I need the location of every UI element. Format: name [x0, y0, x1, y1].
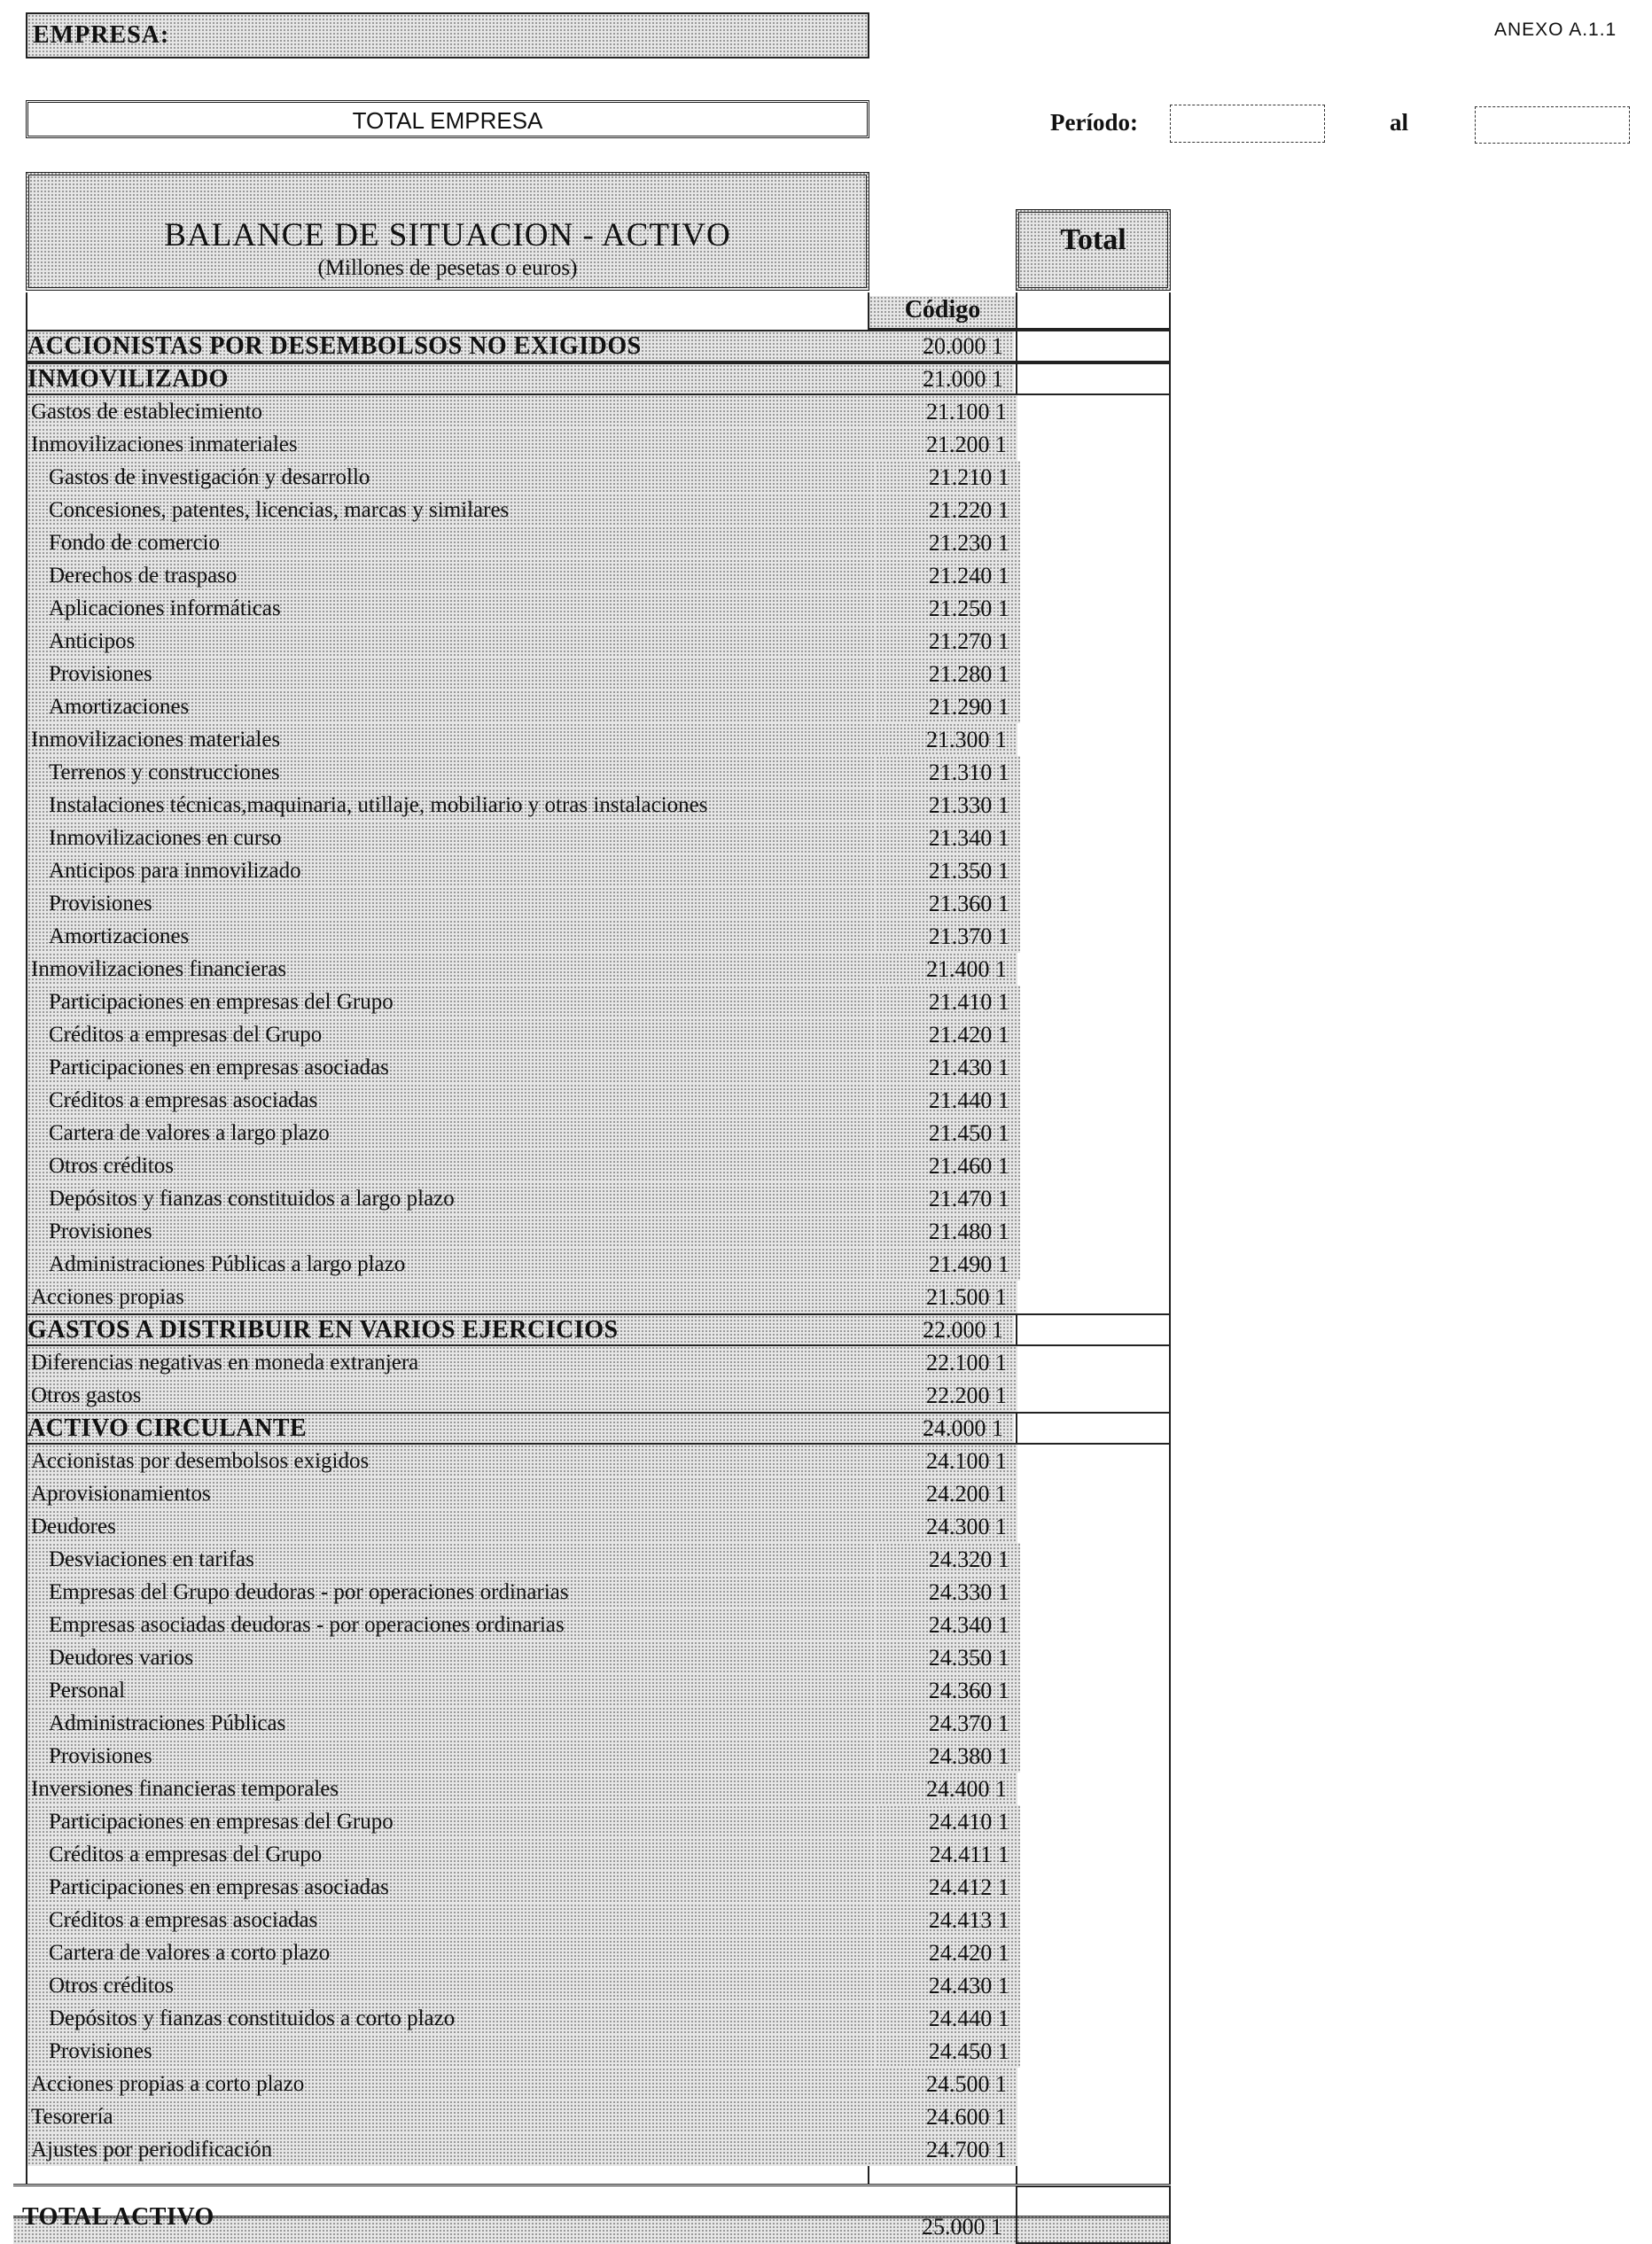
row-code: 20.000 1 [868, 331, 1014, 361]
row-code: 24.412 1 [876, 1871, 1020, 1904]
balance-rows [27, 330, 1171, 2166]
table-row [27, 1871, 1171, 1904]
row-label: Personal [27, 1674, 876, 1707]
row-code: 24.413 1 [876, 1904, 1020, 1936]
row-total-cell[interactable] [1020, 1805, 1171, 1838]
balance-title-box [26, 172, 869, 291]
row-total-cell[interactable] [1017, 1510, 1171, 1543]
row-total-cell[interactable] [1014, 331, 1167, 361]
row-label: Ajustes por periodificación [27, 2133, 871, 2166]
row-label: Participaciones en empresas del Grupo [27, 1805, 876, 1838]
row-code: 21.490 1 [876, 1248, 1020, 1281]
row-total-cell[interactable] [1020, 1871, 1171, 1904]
row-total-cell[interactable] [1017, 2100, 1171, 2133]
balance-subtitle: (Millones de pesetas o euros) [317, 256, 578, 280]
row-code: 21.300 1 [871, 723, 1017, 756]
row-code: 24.330 1 [876, 1576, 1020, 1609]
table-row [27, 1838, 1171, 1871]
row-label: Depósitos y fianzas constituidos a largo plazo [27, 1182, 876, 1215]
row-code: 21.000 1 [868, 364, 1014, 393]
row-total-cell[interactable] [1020, 1707, 1171, 1740]
table-row [27, 1904, 1171, 1936]
row-total-cell[interactable] [1017, 1379, 1171, 1412]
row-total-cell[interactable] [1020, 1248, 1171, 1281]
row-label: Otros gastos [27, 1379, 871, 1412]
row-total-cell[interactable] [1020, 1969, 1171, 2002]
row-label: Cartera de valores a corto plazo [27, 1936, 876, 1969]
row-label: Acciones propias [27, 1281, 871, 1313]
row-total-cell[interactable] [1017, 2133, 1171, 2166]
row-code: 21.470 1 [876, 1182, 1020, 1215]
row-total-cell[interactable] [1020, 887, 1171, 920]
row-label: Deudores [27, 1510, 871, 1543]
table-row [27, 2100, 1171, 2133]
row-code: 21.280 1 [876, 658, 1020, 690]
row-label: Participaciones en empresas del Grupo [27, 986, 876, 1018]
row-total-cell[interactable] [1020, 461, 1171, 494]
table-row [27, 1740, 1171, 1773]
table-row [27, 461, 1171, 494]
row-code: 21.200 1 [871, 428, 1017, 461]
table-row [27, 920, 1171, 953]
row-total-cell[interactable] [1020, 822, 1171, 854]
periodo-label: Período: [1050, 109, 1138, 136]
anexo-label: ANEXO A.1.1 [1494, 19, 1617, 40]
row-code: 24.300 1 [871, 1510, 1017, 1543]
row-total-cell[interactable] [1017, 1773, 1171, 1805]
table-row [27, 953, 1171, 986]
table-row [27, 1051, 1171, 1084]
row-label: ACCIONISTAS POR DESEMBOLSOS NO EXIGIDOS [27, 331, 868, 361]
row-label: Deudores varios [27, 1641, 876, 1674]
row-code: 21.350 1 [876, 854, 1020, 887]
row-label: Tesorería [27, 2100, 871, 2133]
row-code: 21.410 1 [876, 986, 1020, 1018]
row-label: Inversiones financieras temporales [27, 1773, 871, 1805]
table-row [27, 1543, 1171, 1576]
row-total-cell[interactable] [1020, 854, 1171, 887]
row-total-cell[interactable] [1017, 723, 1171, 756]
table-row [27, 526, 1171, 559]
table-row [27, 1674, 1171, 1707]
row-label: Diferencias negativas en moneda extranjera [27, 1346, 871, 1379]
row-total-cell[interactable] [1020, 1838, 1171, 1871]
total-activo-code: 25.000 1 [922, 2214, 1002, 2240]
table-row [27, 1248, 1171, 1281]
row-code: 21.500 1 [871, 1281, 1017, 1313]
table-row [27, 1445, 1171, 1477]
row-total-cell[interactable] [1017, 2068, 1171, 2100]
row-label: Inmovilizaciones en curso [27, 822, 876, 854]
row-code: 21.450 1 [876, 1117, 1020, 1149]
row-label: Administraciones Públicas a largo plazo [27, 1248, 876, 1281]
codigo-column-header: Código [869, 296, 1016, 328]
row-code: 21.430 1 [876, 1051, 1020, 1084]
row-label: Anticipos [27, 625, 876, 658]
row-label: Créditos a empresas asociadas [27, 1904, 876, 1936]
row-label: Provisiones [27, 1215, 876, 1248]
table-row [27, 1313, 1171, 1346]
table-row [27, 559, 1171, 592]
row-total-cell[interactable] [1020, 1740, 1171, 1773]
balance-title: BALANCE DE SITUACION - ACTIVO [164, 217, 731, 253]
table-row [27, 592, 1171, 625]
row-code: 24.700 1 [871, 2133, 1017, 2166]
table-row [27, 2068, 1171, 2100]
table-row [27, 494, 1171, 526]
table-row [27, 1609, 1171, 1641]
table-row [27, 2035, 1171, 2068]
row-code: 24.380 1 [876, 1740, 1020, 1773]
table-row [27, 2133, 1171, 2166]
row-total-cell[interactable] [1017, 395, 1171, 428]
row-code: 21.290 1 [876, 690, 1020, 723]
periodo-from-input[interactable] [1170, 105, 1325, 143]
row-label: Otros créditos [27, 1149, 876, 1182]
row-total-cell[interactable] [1020, 526, 1171, 559]
row-total-cell[interactable] [1017, 1445, 1171, 1477]
table-row [27, 1773, 1171, 1805]
row-code: 24.320 1 [876, 1543, 1020, 1576]
row-label: Inmovilizaciones inmateriales [27, 428, 871, 461]
row-code: 21.230 1 [876, 526, 1020, 559]
row-total-cell[interactable] [1020, 1543, 1171, 1576]
table-row [27, 723, 1171, 756]
row-label: Créditos a empresas del Grupo [27, 1018, 876, 1051]
table-row [27, 1018, 1171, 1051]
row-label: Concesiones, patentes, licencias, marcas y similares [27, 494, 876, 526]
table-row [27, 822, 1171, 854]
row-total-cell[interactable] [1020, 986, 1171, 1018]
table-row [27, 1379, 1171, 1412]
row-total-cell[interactable] [1020, 1674, 1171, 1707]
row-label: Inmovilizaciones materiales [27, 723, 871, 756]
table-row [27, 1707, 1171, 1740]
row-code: 24.411 1 [876, 1838, 1020, 1871]
table-row [27, 1510, 1171, 1543]
total-empresa-title: TOTAL EMPRESA [26, 100, 869, 138]
table-row [27, 854, 1171, 887]
table-row [27, 1477, 1171, 1510]
row-label: Gastos de investigación y desarrollo [27, 461, 876, 494]
row-code: 24.360 1 [876, 1674, 1020, 1707]
row-code: 24.600 1 [871, 2100, 1017, 2133]
row-total-cell[interactable] [1017, 428, 1171, 461]
row-code: 24.200 1 [871, 1477, 1017, 1510]
row-label: Amortizaciones [27, 690, 876, 723]
row-total-cell[interactable] [1020, 1182, 1171, 1215]
row-total-cell[interactable] [1020, 1215, 1171, 1248]
periodo-to-input[interactable] [1475, 106, 1630, 144]
row-total-cell[interactable] [1020, 920, 1171, 953]
row-label: Cartera de valores a largo plazo [27, 1117, 876, 1149]
row-total-cell[interactable] [1020, 559, 1171, 592]
row-code: 22.100 1 [871, 1346, 1017, 1379]
table-row [27, 658, 1171, 690]
row-total-cell[interactable] [1020, 1904, 1171, 1936]
row-label: Aplicaciones informáticas [27, 592, 876, 625]
row-code: 21.440 1 [876, 1084, 1020, 1117]
row-label: Provisiones [27, 2035, 876, 2068]
table-row [27, 986, 1171, 1018]
row-total-cell[interactable] [1014, 364, 1167, 393]
row-total-cell[interactable] [1020, 1018, 1171, 1051]
row-total-cell[interactable] [1020, 1641, 1171, 1674]
row-code: 24.440 1 [876, 2002, 1020, 2035]
table-row [27, 690, 1171, 723]
row-total-cell[interactable] [1020, 625, 1171, 658]
row-code: 24.370 1 [876, 1707, 1020, 1740]
row-code: 24.500 1 [871, 2068, 1017, 2100]
total-column-header: Total [1016, 209, 1171, 291]
row-label: Inmovilizaciones financieras [27, 953, 871, 986]
row-code: 21.480 1 [876, 1215, 1020, 1248]
row-label: Créditos a empresas del Grupo [27, 1838, 876, 1871]
row-code: 21.100 1 [871, 395, 1017, 428]
row-total-cell[interactable] [1020, 789, 1171, 822]
row-label: Otros créditos [27, 1969, 876, 2002]
empresa-label: EMPRESA: [33, 21, 170, 49]
table-row [27, 1084, 1171, 1117]
table-row [27, 395, 1171, 428]
row-code: 24.450 1 [876, 2035, 1020, 2068]
row-total-cell[interactable] [1020, 690, 1171, 723]
row-label: Amortizaciones [27, 920, 876, 953]
table-row [27, 2002, 1171, 2035]
row-total-cell[interactable] [1017, 1477, 1171, 1510]
table-row [27, 1412, 1171, 1445]
table-row [27, 1281, 1171, 1313]
row-label: Anticipos para inmovilizado [27, 854, 876, 887]
table-row [27, 1182, 1171, 1215]
row-code: 21.360 1 [876, 887, 1020, 920]
row-label: Instalaciones técnicas,maquinaria, utillaje, mobiliario y otras instalaciones [27, 789, 876, 822]
row-code: 24.410 1 [876, 1805, 1020, 1838]
row-code: 21.370 1 [876, 920, 1020, 953]
row-total-cell[interactable] [1014, 1414, 1167, 1443]
row-code: 24.430 1 [876, 1969, 1020, 2002]
row-label: ACTIVO CIRCULANTE [27, 1414, 868, 1443]
row-code: 24.420 1 [876, 1936, 1020, 1969]
row-code: 21.220 1 [876, 494, 1020, 526]
row-code: 21.420 1 [876, 1018, 1020, 1051]
row-code: 24.000 1 [868, 1414, 1014, 1443]
row-label: Fondo de comercio [27, 526, 876, 559]
row-code: 22.000 1 [868, 1315, 1014, 1344]
table-row [27, 428, 1171, 461]
row-label: Participaciones en empresas asociadas [27, 1871, 876, 1904]
table-row [27, 887, 1171, 920]
row-label: Empresas asociadas deudoras - por operaciones ordinarias [27, 1609, 876, 1641]
row-total-cell[interactable] [1020, 2035, 1171, 2068]
row-label: Acciones propias a corto plazo [27, 2068, 871, 2100]
row-label: Provisiones [27, 658, 876, 690]
row-label: Empresas del Grupo deudoras - por operaciones ordinarias [27, 1576, 876, 1609]
row-label: Aprovisionamientos [27, 1477, 871, 1510]
row-label: Depósitos y fianzas constituidos a corto plazo [27, 2002, 876, 2035]
total-activo-value-cell[interactable] [1016, 2186, 1171, 2244]
row-label: Participaciones en empresas asociadas [27, 1051, 876, 1084]
row-label: Administraciones Públicas [27, 1707, 876, 1740]
row-label: Gastos de establecimiento [27, 395, 871, 428]
row-label: INMOVILIZADO [27, 364, 868, 393]
row-code: 21.340 1 [876, 822, 1020, 854]
row-total-cell[interactable] [1020, 658, 1171, 690]
row-total-cell[interactable] [1014, 1315, 1167, 1344]
table-row [27, 1936, 1171, 1969]
row-code: 22.200 1 [871, 1379, 1017, 1412]
row-code: 21.240 1 [876, 559, 1020, 592]
row-total-cell[interactable] [1020, 1936, 1171, 1969]
table-row [27, 330, 1171, 362]
row-code: 21.210 1 [876, 461, 1020, 494]
al-label: al [1390, 109, 1409, 136]
row-total-cell[interactable] [1020, 1117, 1171, 1149]
row-code: 24.400 1 [871, 1773, 1017, 1805]
table-row [27, 1969, 1171, 2002]
row-label: Provisiones [27, 1740, 876, 1773]
row-total-cell[interactable] [1020, 494, 1171, 526]
row-total-cell[interactable] [1020, 2002, 1171, 2035]
row-label: Terrenos y construcciones [27, 756, 876, 789]
table-row [27, 1149, 1171, 1182]
table-row [27, 1346, 1171, 1379]
row-code: 21.310 1 [876, 756, 1020, 789]
row-total-cell[interactable] [1017, 1346, 1171, 1379]
row-label: Derechos de traspaso [27, 559, 876, 592]
row-code: 24.350 1 [876, 1641, 1020, 1674]
row-total-cell[interactable] [1017, 1281, 1171, 1313]
table-row [27, 789, 1171, 822]
row-label: GASTOS A DISTRIBUIR EN VARIOS EJERCICIOS [27, 1315, 868, 1344]
table-row [27, 1805, 1171, 1838]
row-label: Desviaciones en tarifas [27, 1543, 876, 1576]
row-total-cell[interactable] [1020, 1609, 1171, 1641]
row-total-cell[interactable] [1020, 1051, 1171, 1084]
row-label: Provisiones [27, 887, 876, 920]
empresa-field[interactable] [26, 12, 869, 58]
row-code: 24.340 1 [876, 1609, 1020, 1641]
row-total-cell[interactable] [1020, 1149, 1171, 1182]
row-total-cell[interactable] [1020, 592, 1171, 625]
row-total-cell[interactable] [1017, 953, 1171, 986]
row-code: 24.100 1 [871, 1445, 1017, 1477]
table-row [27, 756, 1171, 789]
table-row [27, 1215, 1171, 1248]
row-code: 21.270 1 [876, 625, 1020, 658]
row-label: Créditos a empresas asociadas [27, 1084, 876, 1117]
table-row [27, 1117, 1171, 1149]
row-code: 21.400 1 [871, 953, 1017, 986]
table-row [27, 362, 1171, 395]
row-total-cell[interactable] [1020, 1576, 1171, 1609]
table-row [27, 1576, 1171, 1609]
table-row [27, 625, 1171, 658]
row-code: 21.330 1 [876, 789, 1020, 822]
table-border [13, 2184, 1171, 2187]
row-total-cell[interactable] [1020, 1084, 1171, 1117]
total-activo-label: TOTAL ACTIVO [22, 2203, 214, 2231]
row-label: Accionistas por desembolsos exigidos [27, 1445, 871, 1477]
row-total-cell[interactable] [1020, 756, 1171, 789]
row-code: 21.250 1 [876, 592, 1020, 625]
row-code: 21.460 1 [876, 1149, 1020, 1182]
table-row [27, 1641, 1171, 1674]
